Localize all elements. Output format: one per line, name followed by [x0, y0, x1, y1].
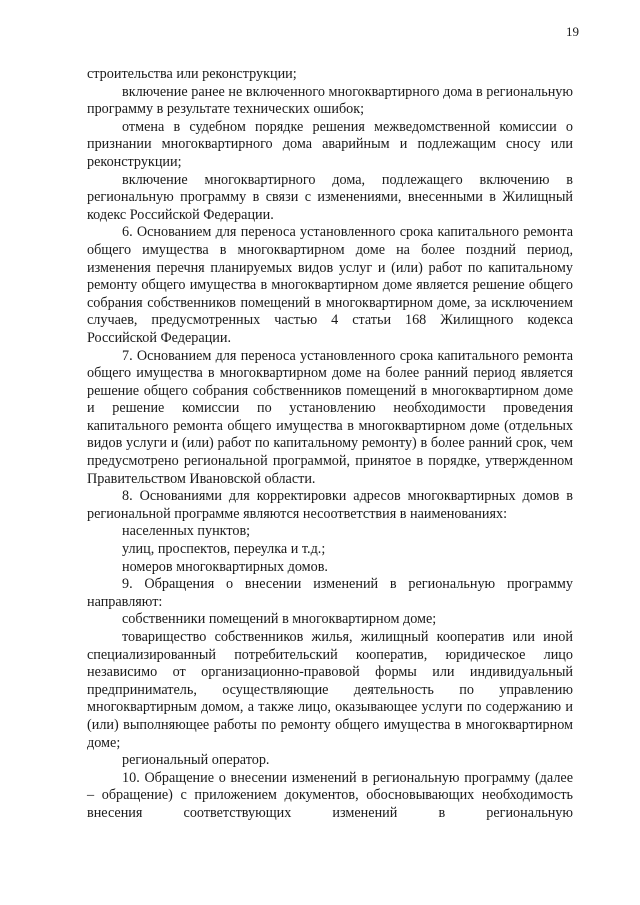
paragraph: 8. Основаниями для корректировки адресов многоквартирных домов в региональной программе являются несоответствия в наименованиях:	[87, 488, 573, 522]
paragraph: строительства или реконструкции;	[87, 66, 297, 82]
page-number: 19	[566, 24, 579, 39]
body-text	[87, 66, 573, 823]
paragraph: населенных пунктов;	[122, 523, 251, 540]
paragraph: 9. Обращения о внесении изменений в региональную программу направляют:	[87, 576, 573, 610]
paragraph: 6. Основанием для переноса установленного срока капитального ремонта общего имущества в многоквартирном доме на более поздний период, изменения перечня планируемых видов услуг и (или) работ по капитальному ремонту общего имущества в многоквартирном доме является решение общего собрания собственников помещений в многоквартирном доме, за исключением случаев, предусмотренных частью 4 статьи 168 Жилищного кодекса Российской Федерации.	[87, 224, 573, 346]
paragraph: 10. Обращение о внесении изменений в региональную программу (далее – обращение) с приложением документов, обосновывающих необходимость внесения соответствующих изменений в региональную	[87, 769, 573, 821]
paragraph: региональный оператор.	[122, 752, 270, 769]
paragraph: улиц, проспектов, переулка и т.д.;	[122, 541, 326, 558]
paragraph: включение ранее не включенного многоквартирного дома в региональную программу в результате технических ошибок;	[87, 83, 573, 118]
paragraph: собственники помещений в многоквартирном доме;	[122, 611, 437, 628]
paragraph: отмена в судебном порядке решения межведомственной комиссии о признании многоквартирного дома аварийным и подлежащим сносу или реконструкции;	[87, 118, 573, 170]
paragraph: товарищество собственников жилья, жилищный кооператив или иной специализированный потребительский кооператив, юридическое лицо независимо от организационно-правовой формы или индивидуальный предприниматель, осуществляющие деятельность по управлению многоквартирным домом, а также лицо, оказывающее услуги по содержанию и (или) выполняющее работы по ремонту общего имущества в многоквартирном доме;	[87, 629, 573, 751]
paragraph: 7. Основанием для переноса установленного срока капитального ремонта общего имущества в многоквартирном доме на более ранний период является решение общего собрания собственников помещений в многоквартирном доме и решение комиссии по установлению необходимости проведения капитального ремонта общего имущества в многоквартирном доме (отдельных видов услуги и (или) работ по капитальному ремонту) в более ранний срок, чем предусмотрено региональной программой, принятое в порядке, утвержденном Правительством Ивановской области.	[87, 347, 573, 487]
paragraph: включение многоквартирного дома, подлежащего включению в региональную программу в связи с изменениями, внесенными в Жилищный кодекс Российской Федерации.	[87, 171, 573, 223]
paragraph: номеров многоквартирных домов.	[122, 558, 328, 575]
